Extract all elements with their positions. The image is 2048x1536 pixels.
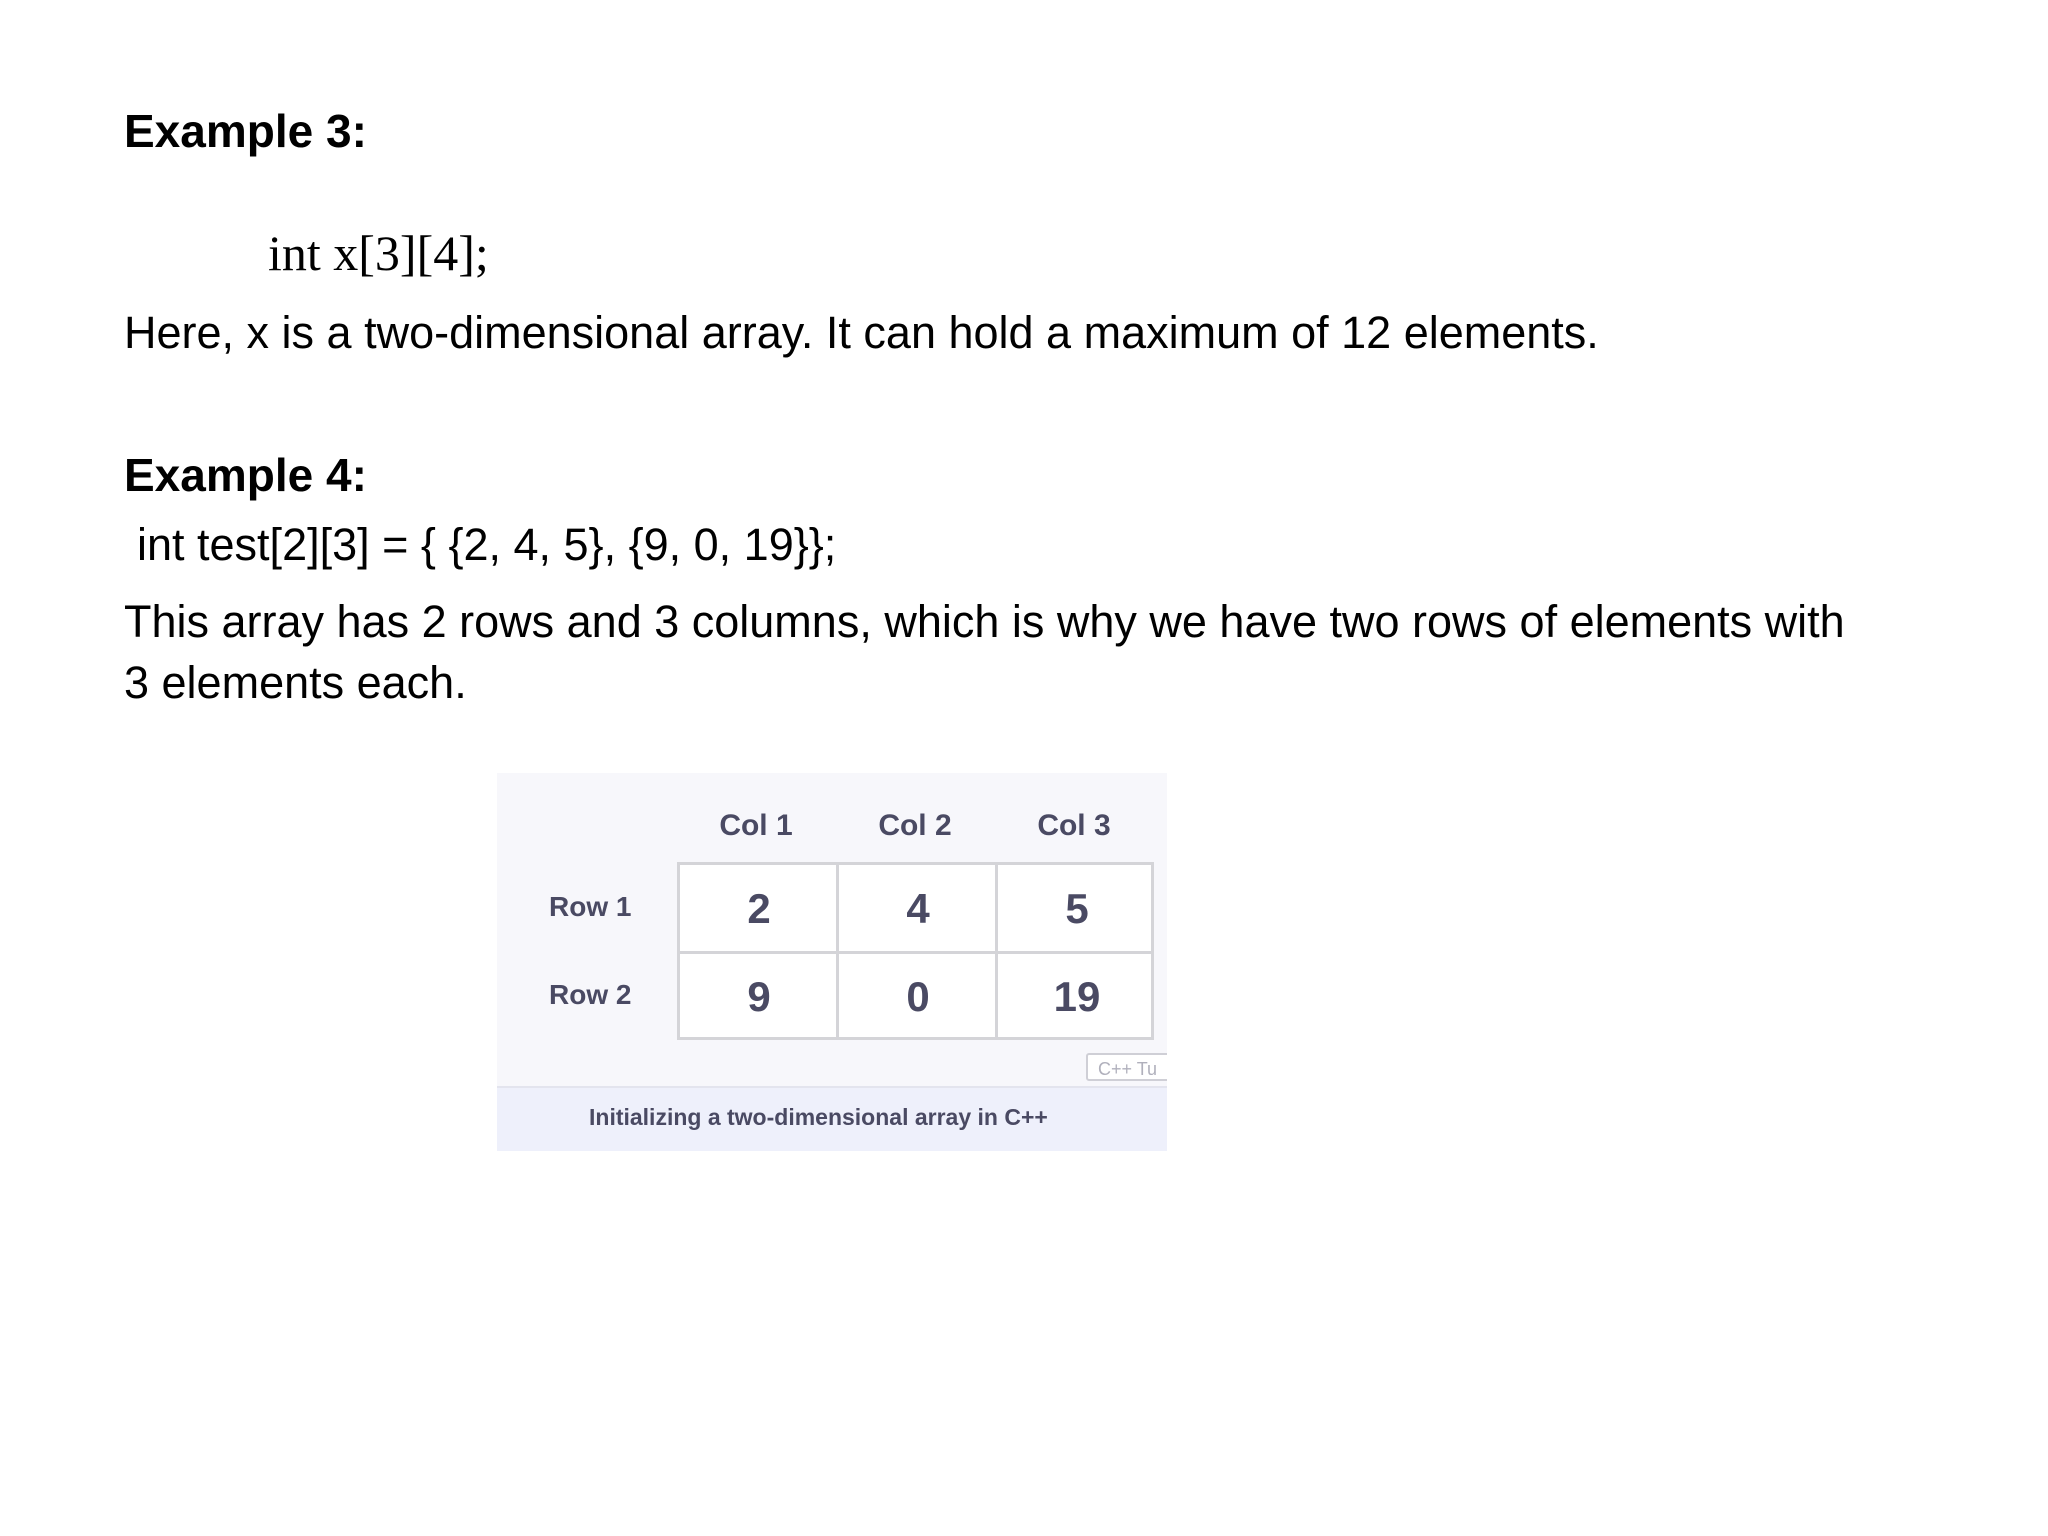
- grid-cell: 19: [1053, 973, 1101, 1020]
- row-header-2: Row 2: [549, 979, 632, 1010]
- array-grid: [677, 862, 1154, 1040]
- column-header-3: Col 3: [1037, 809, 1111, 842]
- grid-cell: 4: [906, 885, 930, 932]
- watermark-badge: C++ Tu: [1086, 1053, 1167, 1081]
- figure-caption: Initializing a two-dimensional array in C++: [589, 1104, 1048, 1130]
- example-3-code: int x[3][4];: [268, 225, 489, 281]
- grid-cell: 5: [1065, 885, 1089, 932]
- row-header-1: Row 1: [549, 891, 632, 922]
- example-4-heading: Example 4:: [124, 449, 367, 501]
- column-header-1: Col 1: [719, 809, 793, 842]
- example-3-heading: Example 3:: [124, 105, 367, 157]
- example-4-description-line-2: 3 elements each.: [124, 657, 467, 708]
- example-3-description: Here, x is a two-dimensional array. It can hold a maximum of 12 elements.: [124, 307, 1599, 358]
- array-figure: [497, 773, 1167, 1151]
- grid-cell: 0: [906, 973, 930, 1020]
- column-header-2: Col 2: [878, 809, 952, 842]
- caption-bar: [497, 1086, 1167, 1151]
- example-4-code: int test[2][3] = { {2, 4, 5}, {9, 0, 19}};: [137, 519, 837, 570]
- grid-cell: 2: [747, 885, 771, 932]
- grid-cell: 9: [747, 973, 771, 1020]
- example-4-description-line-1: This array has 2 rows and 3 columns, which is why we have two rows of elements with: [124, 596, 1845, 647]
